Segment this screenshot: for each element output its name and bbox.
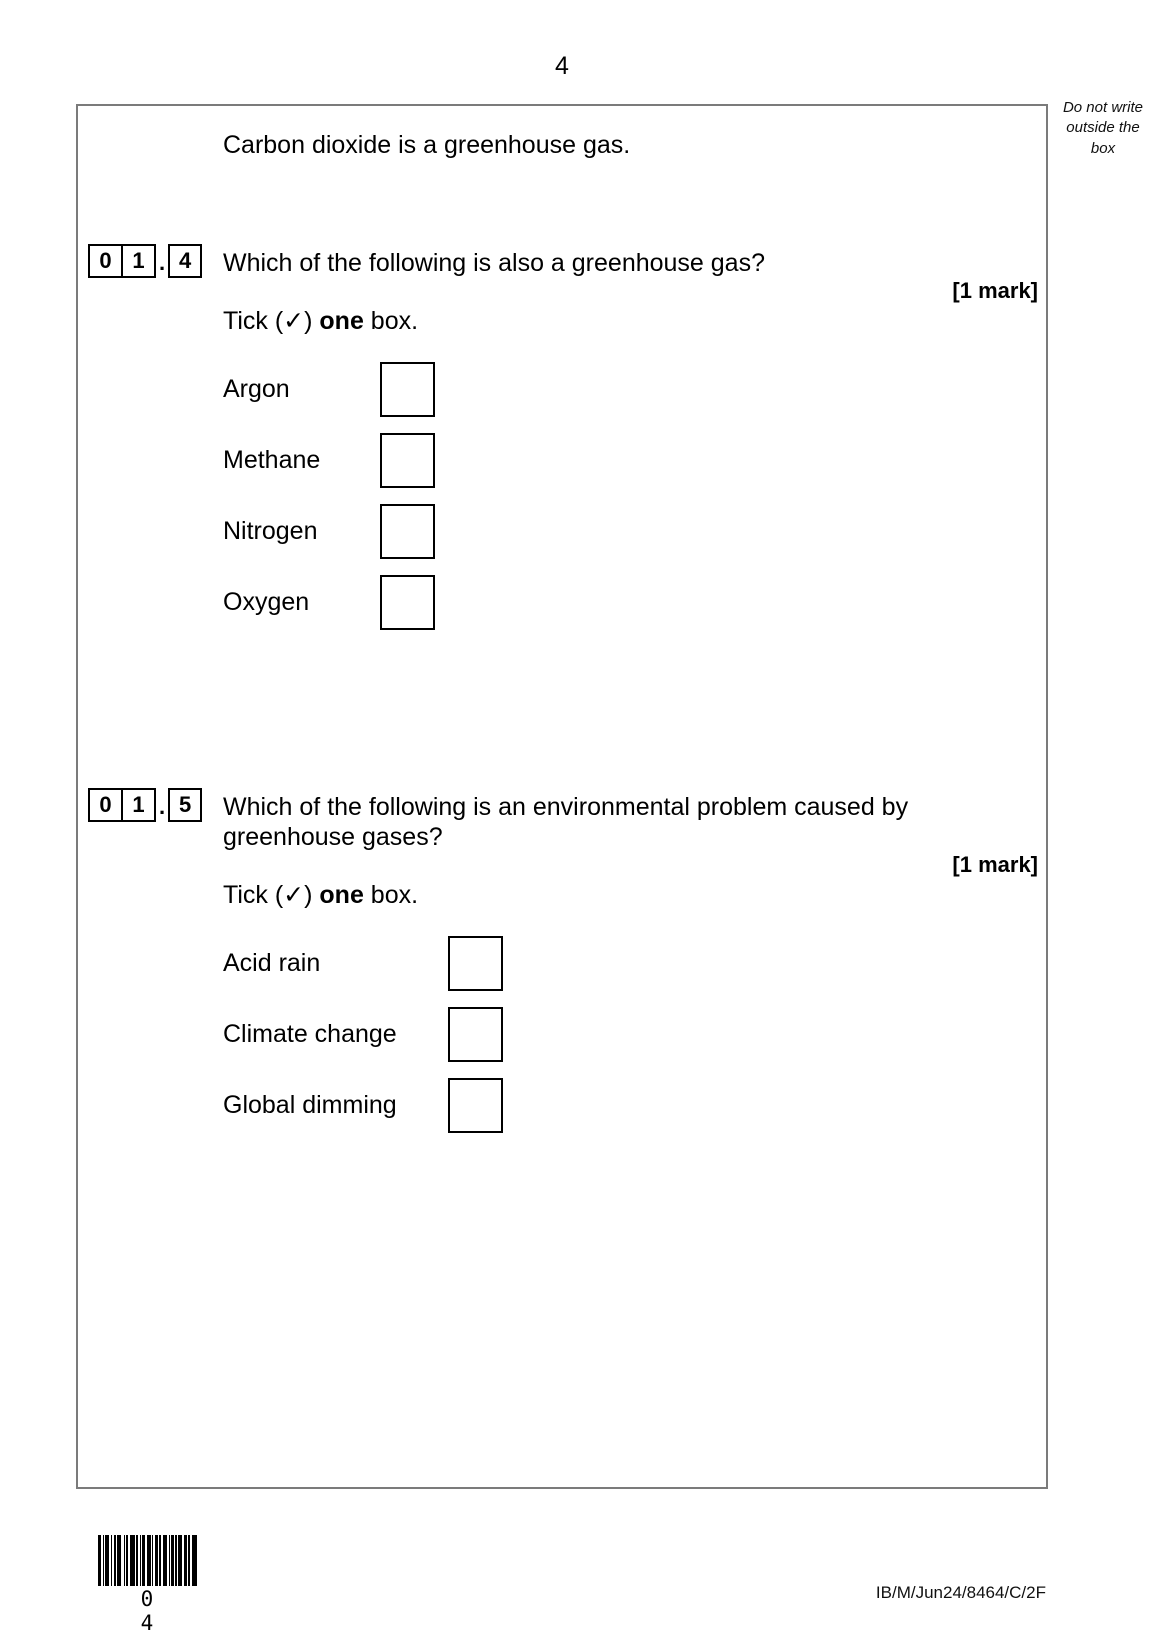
tick-mark-icon: ✓	[283, 307, 305, 335]
tick-checkbox[interactable]	[448, 936, 503, 991]
option-label: Global dimming	[223, 1091, 397, 1119]
page-number: 4	[555, 52, 569, 80]
tick-instruction	[223, 880, 1046, 910]
marks-label: [1 mark]	[952, 852, 1038, 877]
option-label: Climate change	[223, 1020, 397, 1048]
option-row	[223, 575, 1046, 630]
question-number-cell: 0	[99, 248, 112, 273]
tick-instruction	[223, 306, 1046, 336]
questions-container	[78, 244, 1046, 1133]
tick-instruction-mid: )	[304, 307, 320, 335]
tick-instruction-prefix: Tick (	[223, 881, 284, 909]
options-list	[78, 936, 1046, 1133]
question-text: Which of the following is an environmental problem caused by greenhouse gases?	[223, 793, 909, 851]
tick-instruction-suffix: box.	[363, 881, 419, 909]
question-number-separator: .	[159, 250, 166, 275]
question-sub-number: 4	[168, 244, 202, 278]
do-not-write-note: Do not write outside the box	[1062, 99, 1144, 157]
barcode-bars	[98, 1535, 200, 1586]
option-row	[223, 1007, 1046, 1062]
question-block	[78, 788, 1046, 1133]
option-label: Nitrogen	[223, 517, 318, 545]
question-number-box	[88, 788, 202, 822]
option-row	[223, 1078, 1046, 1133]
question-number-cell: 0	[99, 792, 112, 817]
tick-mark-icon: ✓	[283, 881, 305, 909]
tick-instruction-bold-word: one	[319, 307, 364, 335]
tick-instruction-bold-word: one	[319, 881, 364, 909]
question-sub-number: 5	[168, 788, 202, 822]
barcode	[98, 1535, 200, 1635]
barcode-label: 0 4	[140, 1587, 172, 1635]
question-number-major	[88, 244, 156, 278]
tick-checkbox[interactable]	[380, 362, 435, 417]
tick-checkbox[interactable]	[380, 575, 435, 630]
option-row	[223, 504, 1046, 559]
footer-reference: IB/M/Jun24/8464/C/2F	[875, 1583, 1046, 1602]
option-label: Argon	[223, 375, 290, 403]
option-label: Acid rain	[223, 949, 321, 977]
question-block	[78, 244, 1046, 630]
question-number-cell: 1	[121, 790, 154, 820]
exam-content-box	[76, 104, 1048, 1489]
option-label: Methane	[223, 446, 321, 474]
tick-checkbox[interactable]	[448, 1078, 503, 1133]
options-list	[78, 362, 1046, 630]
question-number-box	[88, 244, 202, 278]
marks-label: [1 mark]	[952, 278, 1038, 303]
option-row	[223, 936, 1046, 991]
option-row	[223, 433, 1046, 488]
question-text: Which of the following is also a greenhouse gas?	[223, 249, 765, 277]
question-number-major	[88, 788, 156, 822]
tick-instruction-mid: )	[304, 881, 320, 909]
tick-checkbox[interactable]	[448, 1007, 503, 1062]
option-row	[223, 362, 1046, 417]
intro-text: Carbon dioxide is a greenhouse gas.	[223, 131, 631, 159]
option-label: Oxygen	[223, 588, 310, 616]
question-number-separator: .	[159, 794, 166, 819]
tick-checkbox[interactable]	[380, 504, 435, 559]
tick-checkbox[interactable]	[380, 433, 435, 488]
tick-instruction-prefix: Tick (	[223, 307, 284, 335]
question-number-cell: 1	[121, 246, 154, 276]
tick-instruction-suffix: box.	[363, 307, 419, 335]
